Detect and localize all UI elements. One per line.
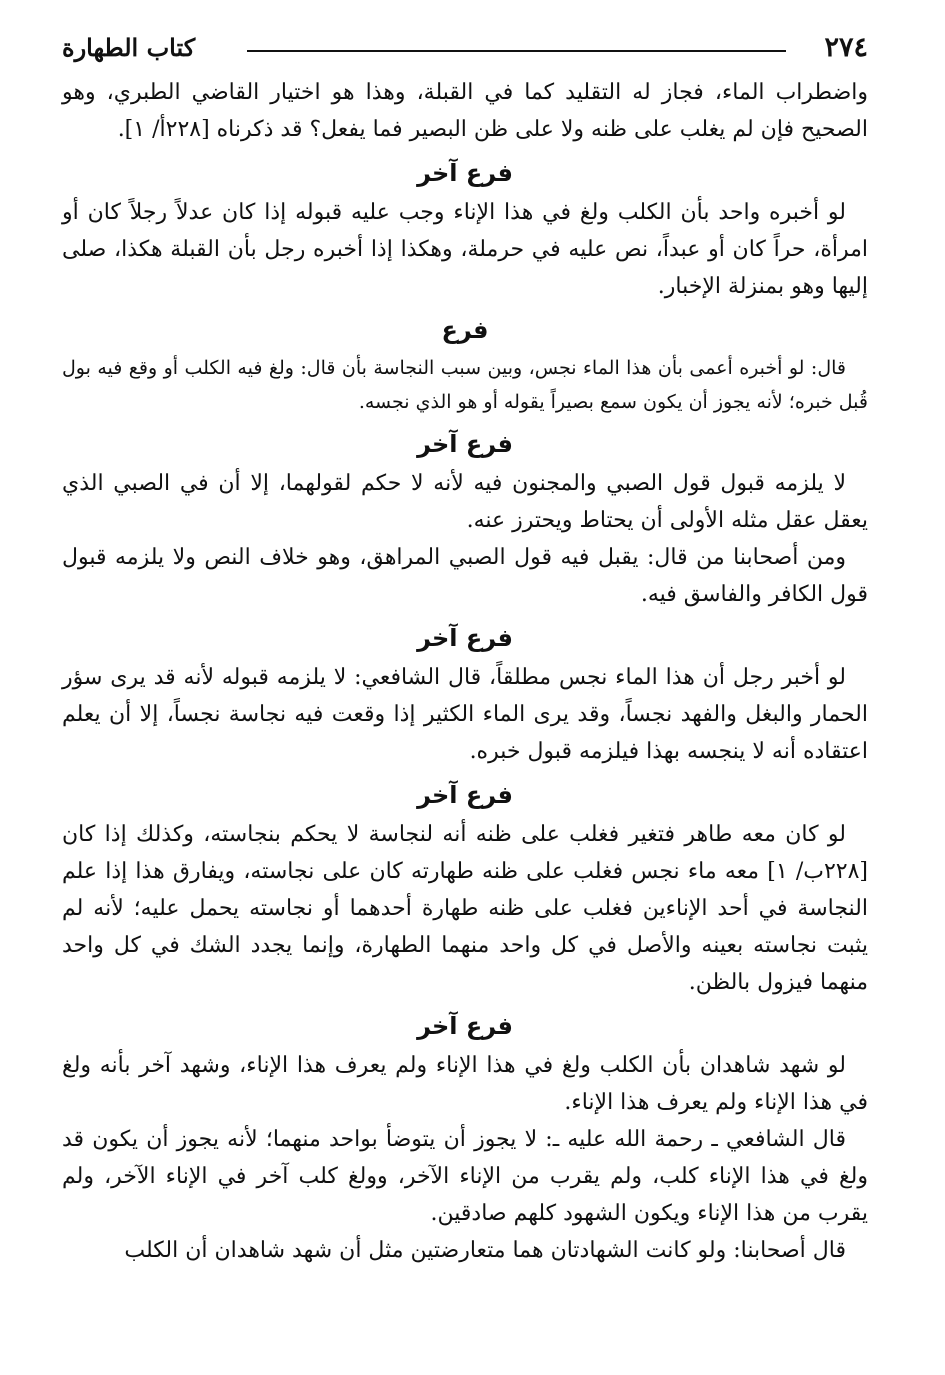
- header-rule: [247, 50, 786, 52]
- page-header: [62, 30, 868, 74]
- body-paragraph: لو أخبره واحد بأن الكلب ولغ في هذا الإناء وجب عليه قبوله إذا كان عدلاً رجلاً كان أو امرأة، حراً كان أو عبداً، نص عليه في حرملة، وهكذا إذا أخبره رجل بأن القبلة هكذا، صلى إليها وهو بمنزلة الإخبار.: [62, 200, 868, 299]
- body-paragraph: لو أخبر رجل أن هذا الماء نجس مطلقاً، قال الشافعي: لا يلزمه قبوله لأنه قد يرى سؤر الحمار والبغل والفهد نجساً، وقد يرى الماء الكثير إذا وقعت فيه نجاسة نجساً، إلا أن يعلم اعتقاده أنه لا ينجسه بهذا فيلزمه قبول خبره.: [62, 665, 868, 764]
- body-paragraph: قال: لو أخبره أعمى بأن هذا الماء نجس، وبين سبب النجاسة بأن قال: ولغ فيه الكلب أو وقع فيه بول قُبل خبره؛ لأنه يجوز أن يكون سمع بصيراً يقوله أو هو الذي نجسه.: [62, 357, 868, 413]
- section-heading: فرع آخر: [417, 1012, 513, 1040]
- body-paragraph: قال أصحابنا: ولو كانت الشهادتان هما متعارضتين مثل أن شهد شاهدان أن الكلب: [124, 1238, 846, 1263]
- body-paragraph: ومن أصحابنا من قال: يقبل فيه قول الصبي المراهق، وهو خلاف النص ولا يلزمه قبول قول الكافر والفاسق فيه.: [62, 545, 868, 607]
- section-heading: فرع آخر: [417, 781, 513, 809]
- body-paragraph: لو كان معه طاهر فتغير فغلب على ظنه أنه لنجاسة لا يحكم بنجاسته، وكذلك إذا كان [٢٢٨ب/ ١] معه ماء نجس فغلب على ظنه طهارته كان على نجاسته، ويفارق هذا إذا علم النجاسة في أحد الإناءين فغلب على ظنه طهارة أحدهما أو نجاسته يحمل عليه؛ لأنه لم يثبت نجاسته بعينه والأصل في كل واحد منهما الطهارة، وإنما يجدد الشك في كل واحد منهما فيزول بالظن.: [62, 822, 868, 995]
- body-paragraph: قال الشافعي ـ رحمة الله عليه ـ: لا يجوز أن يتوضأ بواحد منهما؛ لأنه يجوز أن يكون قد ولغ في هذا الإناء كلب، ولم يقرب من الإناء الآخر، وولغ كلب آخر في الإناء الآخر، ولم يقرب من هذا الإناء ويكون الشهود كلهم صادقين.: [62, 1127, 868, 1226]
- page-body: [62, 74, 868, 1269]
- body-paragraph: لا يلزمه قبول قول الصبي والمجنون فيه لأنه لا حكم لقولهما، إلا أن في الصبي الذي يعقل عقل مثله الأولى أن يحتاط ويحترز عنه.: [62, 471, 868, 533]
- section-heading: فرع آخر: [417, 159, 513, 187]
- document-page: [62, 30, 868, 1269]
- book-title: كتاب الطهارة: [62, 33, 196, 62]
- section-heading: فرع آخر: [417, 430, 513, 458]
- page-number: ٢٧٤: [824, 32, 868, 63]
- section-heading: فرع آخر: [417, 624, 513, 652]
- section-heading: فرع: [441, 316, 489, 344]
- body-paragraph: لو شهد شاهدان بأن الكلب ولغ في هذا الإناء ولم يعرف هذا الإناء، وشهد آخر بأنه ولغ في هذا الإناء ولم يعرف هذا الإناء.: [62, 1053, 868, 1115]
- body-paragraph: واضطراب الماء، فجاز له التقليد كما في القبلة، وهذا هو اختيار القاضي الطبري، وهو الصحيح فإن لم يغلب على ظنه ولا على ظن البصير فما يفعل؟ قد ذكرناه [٢٢٨أ/ ١].: [62, 80, 868, 142]
